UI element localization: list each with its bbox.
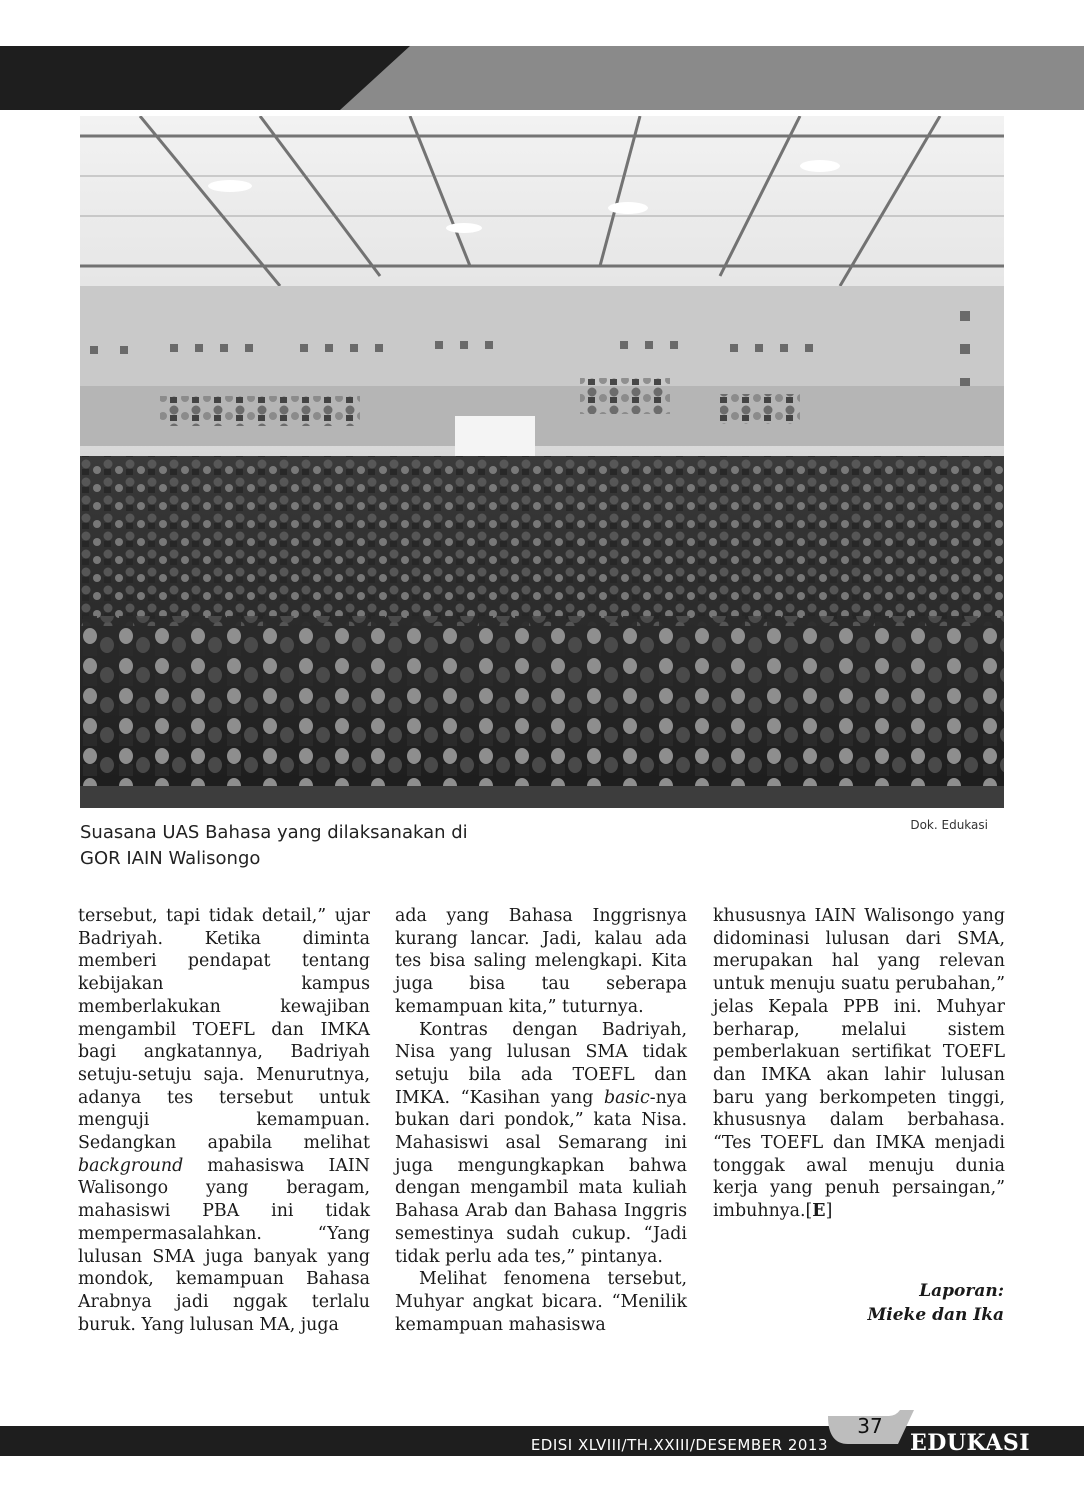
photo-credit: Dok. Edukasi: [910, 818, 988, 832]
caption-line-1: Suasana UAS Bahasa yang dilaksanakan di: [80, 822, 468, 843]
col3-text: khususnya IAIN Walisongo yang didominasi lulusan dari SMA, merupakan hal yang relevan untuk menuju suatu perubahan,” jelas Kepala PPB ini. Muhyar berharap, melalui sistem pemberlakuan sertifikat TOEFL dan IMKA akan lahir lulusan baru yang berkompeten tinggi, khususnya dalam berbahasa. “Tes TOEFL dan IMKA menjadi tonggak awal menuju dunia kerja yang penuh persaingan,” imbuhnya.[: [713, 906, 1005, 1222]
col2-paragraph-3: Melihat fenomena tersebut, Muhyar angkat bicara. “Menilik kemampuan mahasiswa: [395, 1269, 687, 1335]
article-column-2: [395, 905, 687, 1336]
article-photo: [80, 116, 1004, 808]
col1-text-a: tersebut, tapi tidak detail,” ujar Badriyah. Ketika diminta memberi pendapat tentang kebijakan kampus memberlakukan kewajiban mengambil TOEFL dan IMKA bagi angkatannya, Badriyah setuju-setuju saja. Menurutnya, adanya tes tersebut untuk menguji kemampuan. Sedangkan apabila melihat: [78, 906, 370, 1154]
end-mark-close: ]: [825, 1201, 833, 1222]
col2-paragraph-1: ada yang Bahasa Inggrisnya kurang lancar. Jadi, kalau ada tes bisa saling melengkapi. Kita juga bisa tau seberapa kemampuan kita,” tuturnya.: [395, 906, 687, 1017]
col2-p2-text-b: -nya bukan dari pondok,” kata Nisa. Mahasiswi asal Semarang ini juga mengungkapkan bahwa dengan mengambil mata kuliah Bahasa Arab dan Bahasa Inggris semestinya sudah cukup. “Jadi tidak perlu ada tes,” pintanya.: [395, 1087, 687, 1267]
photo-caption: [80, 820, 550, 872]
col1-italic-term: background: [78, 1155, 184, 1176]
caption-line-2: GOR IAIN Walisongo: [80, 848, 261, 869]
article-column-1: [78, 905, 370, 1336]
col2-p2-text-a: Kontras dengan Badriyah, Nisa yang lulusan SMA tidak setuju bila ada TOEFL dan IMKA. “Kasihan yang: [395, 1019, 687, 1108]
col2-paragraph-2: [395, 1019, 687, 1269]
col3-paragraph-1: [713, 905, 1005, 1223]
col1-paragraph: [78, 905, 370, 1336]
col1-text-b: mahasiswa IAIN Walisongo yang beragam, mahasiswi PBA ini tidak mempermasalahkan. “Yang lulusan SMA juga banyak yang mondok, kemampuan Bahasa Arabnya jadi nggak terlalu buruk. Yang lulusan MA, juga: [78, 1155, 370, 1335]
header-band: [0, 46, 1084, 110]
page-number: 37: [857, 1414, 883, 1438]
report-label: Laporan:: [919, 1281, 1004, 1301]
footer-edition: EDISI XLVIII/TH.XXIII/DESEMBER 2013: [530, 1436, 828, 1454]
magazine-brand: EDUKASI: [910, 1430, 1031, 1456]
report-credit: [867, 1279, 1004, 1327]
end-mark: E: [812, 1201, 826, 1222]
article-column-3: [713, 905, 1005, 1223]
col2-p2-italic: basic: [603, 1087, 650, 1108]
report-authors: Mieke dan Ika: [867, 1305, 1004, 1325]
